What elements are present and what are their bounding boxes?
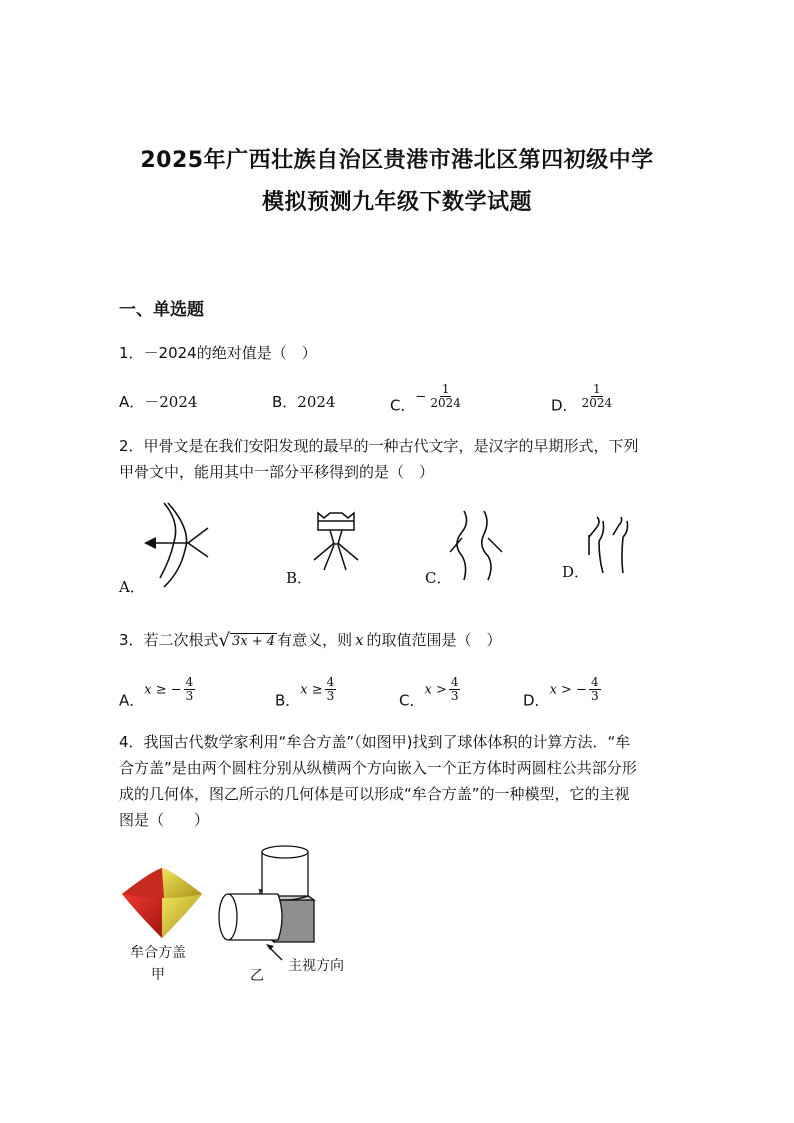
- q3-d-denominator: 3: [590, 689, 599, 703]
- q3-a-denominator: 3: [185, 689, 194, 703]
- q2-stem-line1: 2．甲骨文是在我们安阳发现的最早的一种古代文字，是汉字的早期形式，下列: [119, 437, 639, 455]
- sqrt-icon: √: [218, 629, 231, 651]
- q3-stem-prefix: 3．若二次根式: [119, 631, 219, 649]
- q4-stem-line2: 合方盖”是由两个圆柱分别从纵横两个方向嵌入一个正方体时两圆柱公共部分形: [119, 759, 637, 777]
- q1-option-b[interactable]: [272, 391, 335, 412]
- q1-option-a-value: －2024: [144, 393, 198, 411]
- mouhefanggai-figure: [120, 862, 204, 940]
- q3-radicand: 3x + 4: [232, 633, 276, 649]
- q1-option-d[interactable]: [551, 383, 616, 416]
- q3-option-b[interactable]: [275, 676, 338, 711]
- q3-option-d[interactable]: [523, 676, 603, 711]
- q3-b-numerator: 4: [326, 675, 335, 689]
- q2-option-a-glyph[interactable]: [140, 500, 215, 595]
- q1-option-c[interactable]: [390, 383, 465, 416]
- q3-option-d-relation: x > −: [549, 682, 587, 698]
- q2-stem-line2: 甲骨文中，能用其中一部分平移得到的是（ ）: [119, 463, 435, 481]
- figure-caption-yi: 乙: [250, 968, 264, 984]
- q1-option-d-label: D．: [551, 396, 578, 415]
- q3-option-d-fraction: [589, 676, 601, 703]
- q3-c-numerator: 4: [450, 675, 459, 689]
- q1-option-c-label: C．: [390, 396, 416, 415]
- q3-option-b-label: B．: [275, 691, 301, 710]
- q3-option-c-label: C．: [399, 691, 425, 710]
- doc-title-line2: 模拟预测九年级下数学试题: [261, 190, 532, 215]
- q3-radical: [218, 629, 278, 651]
- q1-option-d-fraction: [580, 383, 615, 410]
- cylinder-cube-model-figure: [214, 842, 329, 952]
- q1-c-denominator: 2024: [430, 396, 461, 410]
- q4-stem-line3: 成的几何体，图乙所示的几何体是可以形成“牟合方盖”的一种模型，它的主视: [119, 785, 630, 803]
- q3-option-d-label: D．: [523, 691, 550, 710]
- q1-d-numerator: 1: [593, 382, 601, 396]
- q3-option-c-fraction: [449, 676, 461, 703]
- figure-caption-jia: 甲: [151, 967, 165, 983]
- q2-option-c-glyph[interactable]: [448, 508, 504, 584]
- q4-stem-line1: 4．我国古代数学家利用“牟合方盖”（如图甲)找到了球体体积的计算方法．“牟: [119, 733, 631, 751]
- q1-d-denominator: 2024: [581, 396, 613, 410]
- q2-option-b-label[interactable]: B．: [286, 569, 313, 587]
- q3-option-c-relation: x >: [424, 682, 447, 698]
- figure-caption-mouhefanggai: 牟合方盖: [130, 945, 186, 961]
- q1-option-a-label: A．: [119, 393, 145, 411]
- q2-option-d-label[interactable]: D．: [562, 563, 590, 581]
- q1-option-b-value: 2024: [297, 393, 336, 411]
- q3-option-b-relation: x ≥: [300, 682, 323, 698]
- q3-b-denominator: 3: [326, 689, 335, 703]
- q3-a-numerator: 4: [185, 675, 194, 689]
- figure-arrow-label: 主视方向: [288, 958, 344, 974]
- q1-c-numerator: 1: [441, 382, 450, 396]
- q2-option-c-label[interactable]: C．: [425, 569, 452, 587]
- q1-option-c-fraction: [428, 383, 463, 410]
- q1-stem: 1．－2024的绝对值是（ ）: [119, 344, 317, 362]
- q2-option-d-glyph[interactable]: [585, 515, 633, 577]
- q3-option-a[interactable]: [119, 676, 197, 711]
- q2-option-a-label[interactable]: A．: [119, 578, 145, 596]
- q3-variable: x: [355, 631, 364, 649]
- q2-option-b-glyph[interactable]: [308, 510, 364, 582]
- q3-option-a-label: A．: [119, 691, 145, 710]
- q3-option-b-fraction: [325, 676, 337, 703]
- q3-c-denominator: 3: [450, 689, 459, 703]
- q1-option-a[interactable]: [119, 391, 197, 412]
- q3-d-numerator: 4: [590, 675, 599, 689]
- q1-option-c-sign: −: [415, 389, 427, 405]
- q3-stem-suffix: 的取值范围是（ ）: [366, 631, 502, 649]
- q3-option-a-relation: x ≥ −: [144, 682, 182, 698]
- q1-option-b-label: B．: [272, 393, 298, 411]
- section-heading: 一、单选题: [119, 300, 204, 320]
- q3-option-a-fraction: [184, 676, 196, 703]
- q3-option-c[interactable]: [399, 676, 462, 711]
- q3-stem-mid: 有意义，则: [277, 631, 353, 649]
- q3-stem: [119, 627, 719, 653]
- doc-title-line1: 2025年广西壮族自治区贵港市港北区第四初级中学: [140, 148, 654, 173]
- q4-stem-line4: 图是（ ）: [119, 811, 210, 829]
